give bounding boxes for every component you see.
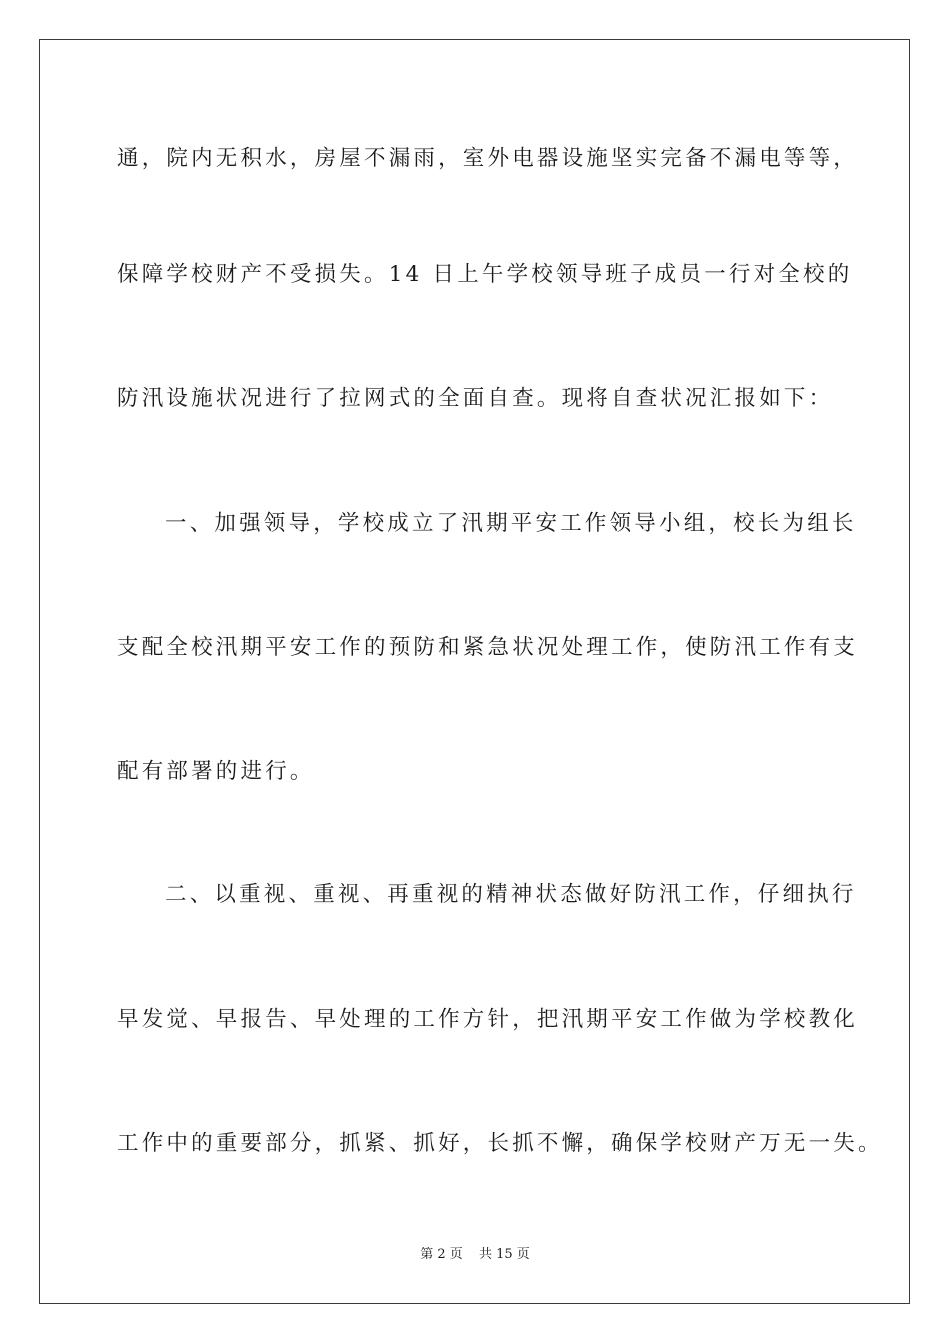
paragraph-line: 通，院内无积水，房屋不漏雨，室外电器设施坚实完备不漏电等等，: [117, 146, 859, 171]
paragraph-line: 防汛设施状况进行了拉网式的全面自查。现将自查状况汇报如下：: [117, 386, 834, 411]
paragraph-line: 一、加强领导，学校成立了汛期平安工作领导小组，校长为组长: [165, 511, 857, 536]
paragraph-line: 配有部署的进行。: [117, 759, 315, 784]
page-total: 共 15 页: [478, 1247, 530, 1262]
paragraph-line: 二、以重视、重视、再重视的精神状态做好防汛工作，仔细执行: [165, 882, 857, 907]
paragraph-line: 工作中的重要部分，抓紧、抓好，长抓不懈，确保学校财产万无一失。: [117, 1131, 883, 1156]
paragraph-line: 早发觉、早报告、早处理的工作方针，把汛期平安工作做为学校教化: [117, 1007, 859, 1032]
paragraph-line: 支配全校汛期平安工作的预防和紧急状况处理工作，使防汛工作有支: [117, 635, 859, 660]
page-footer: [0, 1246, 950, 1264]
paragraph-line: 保障学校财产不受损失。14 日上午学校领导班子成员一行对全校的: [117, 262, 853, 287]
page-number: 第 2 页: [420, 1247, 463, 1262]
page-border: [39, 39, 910, 1304]
